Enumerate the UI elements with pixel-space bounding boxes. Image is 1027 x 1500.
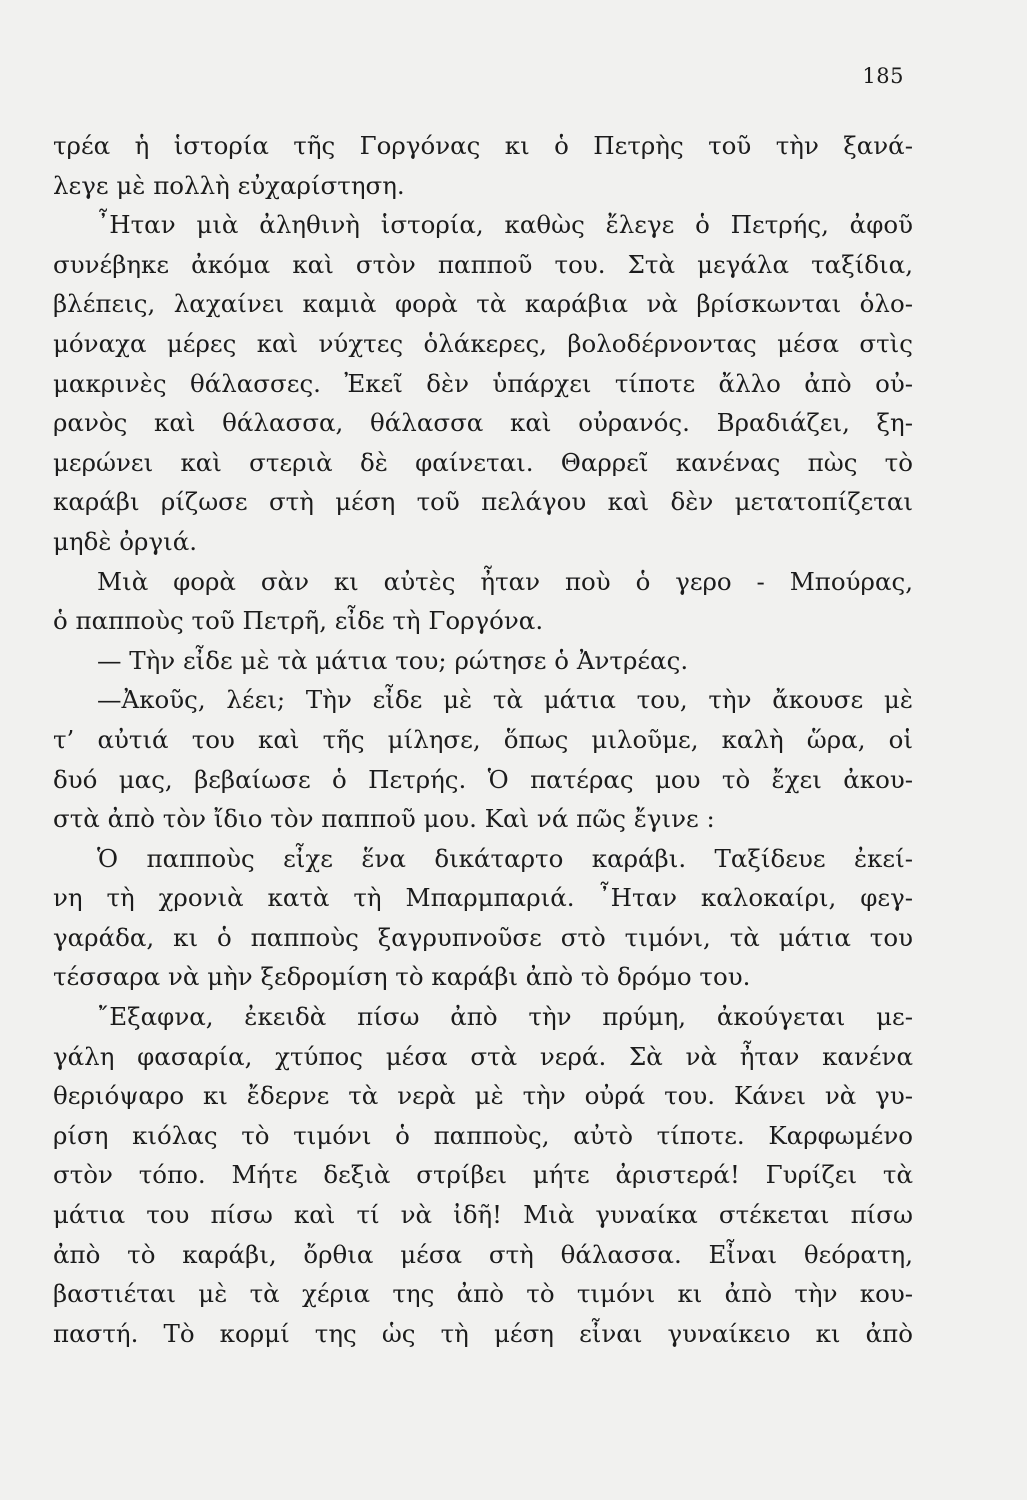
text-line: Μιὰ φορὰ σὰν κι αὐτὲς ἦταν ποὺ ὁ γερο - Μπούρας, bbox=[97, 566, 913, 596]
text-line: ἀπὸ τὸ καράβι, ὄρθια μέσα στὴ θάλασσα. Εἶναι θεόρατη, bbox=[53, 1239, 913, 1269]
text-line: μακρινὲς θάλασσες. Ἐκεῖ δὲν ὑπάρχει τίποτε ἄλλο ἀπὸ οὐ- bbox=[53, 368, 913, 398]
text-line: τέσσαρα νὰ μὴν ξεδρομίση τὸ καράβι ἀπὸ τὸ δρόμο του. bbox=[53, 962, 751, 992]
text-line: τρέα ἡ ἱστορία τῆς Γοργόνας κι ὁ Πετρὴς τοῦ τὴν ξανά- bbox=[53, 131, 913, 160]
text-line: Ὁ παπποὺς εἶχε ἕνα δικάταρτο καράβι. Ταξίδευε ἐκεί- bbox=[97, 843, 913, 873]
text-line: συνέβηκε ἀκόμα καὶ στὸν παπποῦ του. Στὰ μεγάλα ταξίδια, bbox=[53, 249, 913, 279]
body-text bbox=[53, 126, 913, 1353]
text-line: γάλη φασαρία, χτύπος μέσα στὰ νερά. Σὰ νὰ ἦταν κανένα bbox=[53, 1041, 913, 1071]
text-line: δυό μας, βεβαίωσε ὁ Πετρής. Ὁ πατέρας μου τὸ ἔχει ἀκου- bbox=[53, 764, 913, 794]
text-line: βαστιέται μὲ τὰ χέρια της ἀπὸ τὸ τιμόνι κι ἀπὸ τὴν κου- bbox=[53, 1279, 913, 1309]
text-line: μόναχα μέρες καὶ νύχτες ὁλάκερες, βολοδέρνοντας μέσα στὶς bbox=[53, 328, 913, 358]
text-line: μερώνει καὶ στεριὰ δὲ φαίνεται. Θαρρεῖ κανένας πὼς τὸ bbox=[53, 447, 913, 477]
text-line: ῏Ηταν μιὰ ἀληθινὴ ἱστορία, καθὼς ἔλεγε ὁ Πετρής, ἀφοῦ bbox=[97, 210, 913, 240]
text-line: ὁ παπποὺς τοῦ Πετρῆ, εἶδε τὴ Γοργόνα. bbox=[53, 606, 544, 636]
text-line: ρανὸς καὶ θάλασσα, θάλασσα καὶ οὐρανός. Βραδιάζει, ξη- bbox=[53, 408, 913, 438]
text-line: ρίση κιόλας τὸ τιμόνι ὁ παπποὺς, αὐτὸ τίποτε. Καρφωμένο bbox=[53, 1120, 913, 1150]
text-line: γαράδα, κι ὁ παπποὺς ξαγρυπνοῦσε στὸ τιμόνι, τὰ μάτια του bbox=[53, 922, 913, 952]
text-line: τ’ αὐτιά του καὶ τῆς μίλησε, ὅπως μιλοῦμε, καλὴ ὥρα, οἱ bbox=[53, 724, 913, 754]
text-line: βλέπεις, λαχαίνει καμιὰ φορὰ τὰ καράβια νὰ βρίσκωνται ὁλο- bbox=[53, 289, 913, 319]
text-line: —Ἀκοῦς, λέει; Τὴν εἶδε μὲ τὰ μάτια του, τὴν ἄκουσε μὲ bbox=[97, 685, 913, 715]
text-line: ῎Εξαφνα, ἐκειδὰ πίσω ἀπὸ τὴν πρύμη, ἀκούγεται με- bbox=[97, 1002, 913, 1032]
text-line: νη τὴ χρονιὰ κατὰ τὴ Μπαρμπαριά. ῏Ηταν καλοκαίρι, φεγ- bbox=[53, 883, 913, 913]
text-line: θεριόψαρο κι ἔδερνε τὰ νερὰ μὲ τὴν οὐρά του. Κάνει νὰ γυ- bbox=[53, 1081, 913, 1111]
text-line: μηδὲ ὀργιά. bbox=[53, 526, 198, 556]
text-line: στὰ ἀπὸ τὸν ἴδιο τὸν παπποῦ μου. Καὶ νά πῶς ἔγινε : bbox=[53, 804, 715, 834]
text-line: καράβι ρίζωσε στὴ μέση τοῦ πελάγου καὶ δὲν μετατοπίζεται bbox=[53, 487, 913, 517]
page-number: 185 bbox=[862, 64, 904, 88]
text-line: παστή. Τὸ κορμί της ὡς τὴ μέση εἶναι γυναίκειο κι ἀπὸ bbox=[53, 1318, 913, 1348]
text-line: μάτια του πίσω καὶ τί νὰ ἰδῆ! Μιὰ γυναίκα στέκεται πίσω bbox=[53, 1200, 913, 1230]
text-line: — Τὴν εἶδε μὲ τὰ μάτια του; ρώτησε ὁ Ἀντρέας. bbox=[97, 645, 689, 675]
text-line: λεγε μὲ πολλὴ εὐχαρίστηση. bbox=[53, 170, 405, 200]
text-line: στὸν τόπο. Μήτε δεξιὰ στρίβει μήτε ἀριστερά! Γυρίζει τὰ bbox=[53, 1160, 913, 1190]
